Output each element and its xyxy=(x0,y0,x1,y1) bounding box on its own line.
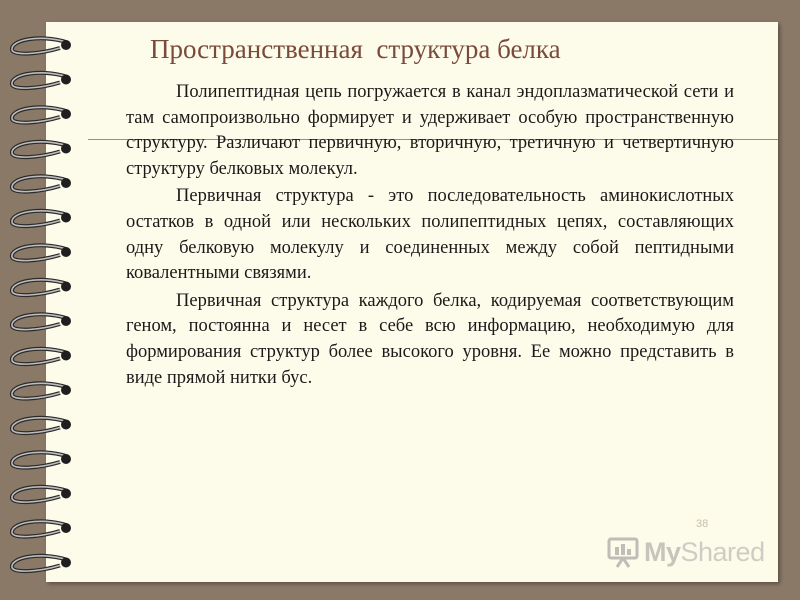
spiral-ring-icon xyxy=(12,521,71,536)
spiral-ring-icon xyxy=(12,383,71,398)
slide-body xyxy=(126,80,734,391)
spiral-ring-icon xyxy=(12,38,71,53)
presentation-board-icon xyxy=(606,535,640,569)
spiral-binding xyxy=(0,0,80,600)
spiral-ring-icon xyxy=(12,314,71,329)
spiral-ring-icon xyxy=(12,142,71,157)
spiral-ring-icon xyxy=(12,176,71,191)
spiral-ring-icon xyxy=(12,452,71,467)
spiral-ring-icon xyxy=(12,349,71,364)
watermark-my: My xyxy=(644,536,681,567)
spiral-ring-icon xyxy=(12,107,71,122)
paragraph-3: Первичная структура каждого белка, кодируемая соответствующим геном, постоянна и несет в себе всю информацию, необходимую для формирования структур более высокого уровня. Ее можно представить в виде прямой нитки бус. xyxy=(126,290,734,388)
page-number: 38 xyxy=(696,518,709,530)
slide-title: Пространственная структура белка xyxy=(150,34,561,64)
watermark-shared: Shared xyxy=(680,536,765,567)
spiral-ring-icon xyxy=(12,211,71,226)
spiral-ring-icon xyxy=(12,73,71,88)
spiral-ring-icon xyxy=(12,487,71,502)
spiral-ring-icon xyxy=(12,280,71,295)
paragraph-1: Полипептидная цепь погружается в канал эндоплазматической сети и там самопроизвольно формирует и удерживает особую пространственную структуру. Различают первичную, вторичную, третичную и четвертичную структуру белковых молекул. xyxy=(126,82,734,179)
paragraph-2: Первичная структура - это последовательность аминокислотных остатков в одной или нескольких полипептидных цепях, составляющих одну белковую молекулу и соединенных между собой пептидными ковалентными связями. xyxy=(126,186,734,284)
myshared-watermark xyxy=(606,532,765,572)
spiral-ring-icon xyxy=(12,418,71,433)
spiral-ring-icon xyxy=(12,245,71,260)
spiral-ring-icon xyxy=(12,556,71,571)
watermark-text xyxy=(644,537,765,568)
